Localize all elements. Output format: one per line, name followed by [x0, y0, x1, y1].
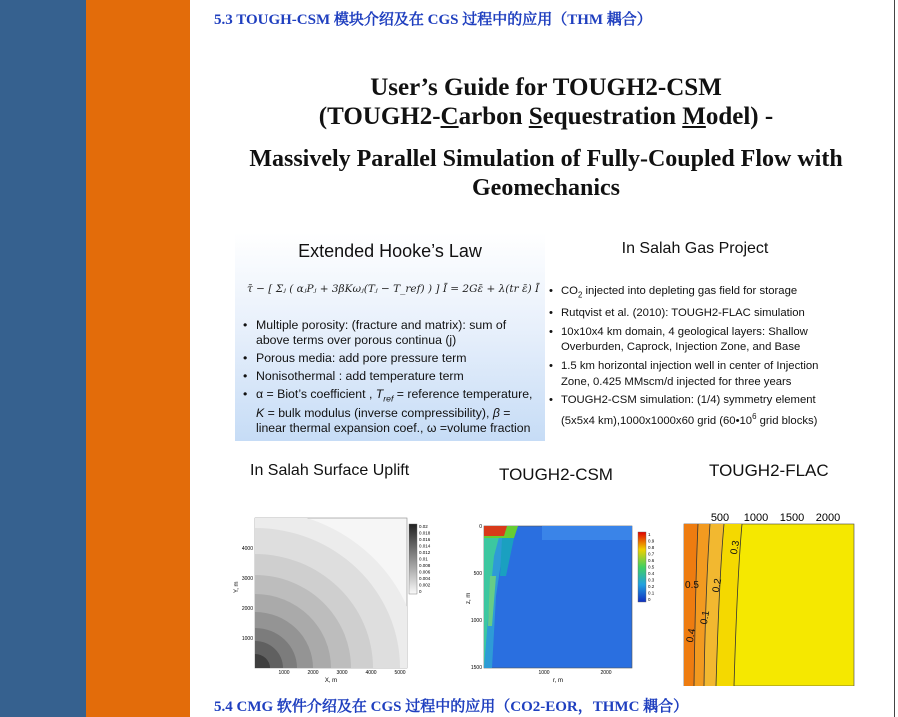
uplift-x-tick-label: 1000 — [278, 670, 290, 676]
hooke-formula: τ̄ − [ Σⱼ ( αⱼPⱼ + 3βKωⱼ(Tⱼ − T_ref) ) ] Ī = 2Gε̄ + λ(tr ε̄) Ī — [247, 283, 540, 295]
uplift-y-tick-label: 3000 — [241, 576, 253, 582]
csm-figure-label: TOUGH2-CSM — [499, 465, 613, 484]
csm-simulation-figure — [462, 516, 662, 684]
hooke-bullet: • α = Biot’s coefficient , $T_{ref}$ = reference temperature, K = bulk modulus (inverse compressibility), β = linear thermal expansion coef., ω =volume fraction — [243, 387, 543, 436]
flac-x-tick-label: 1500 — [779, 512, 805, 524]
uplift-y-tick-label: 2000 — [241, 606, 253, 612]
uplift-scale-label: 0.016 — [419, 537, 431, 542]
csm-x-axis-label: r, m — [553, 678, 563, 684]
csm-scale-label: 0.7 — [648, 551, 655, 557]
uplift-scale-label: 0.018 — [419, 530, 431, 536]
csm-y-tick-label: 0 — [479, 524, 482, 530]
right-border-line — [894, 0, 895, 717]
uplift-x-tick-label: 2000 — [307, 670, 319, 676]
uplift-scale-label: 0.014 — [419, 543, 431, 549]
csm-scale-label: 0.8 — [648, 545, 655, 550]
in-salah-title: In Salah Gas Project — [621, 240, 769, 257]
flac-contour-label: 0.2 — [710, 577, 725, 594]
uplift-scale-label: 0.006 — [419, 569, 431, 575]
uplift-scale-label: 0.002 — [419, 582, 431, 588]
csm-y-tick-label: 1500 — [470, 665, 482, 671]
uplift-contour-figure — [228, 508, 443, 686]
salah-bullet: • Rutqvist et al. (2010): TOUGH2-FLAC simulation — [549, 306, 849, 322]
csm-x-tick-label: 2000 — [600, 670, 612, 676]
flac-x-tick-label: 1000 — [743, 512, 769, 524]
csm-scale-label: 0.5 — [648, 564, 655, 570]
salah-bullet: • 1.5 km horizontal injection well in center of Injection Zone, 0.425 MMscm/d injected for three years — [549, 359, 849, 390]
salah-bullet: • $CO_2$ injected into depleting gas field for storage — [549, 284, 849, 303]
section-heading-5-3: 5.3 TOUGH-CSM 模块介绍及在 CGS 过程中的应用（THM 耦合） — [214, 12, 652, 28]
hooke-law-panel — [235, 233, 545, 441]
hooke-bullet: • Nonisothermal : add temperature term — [243, 369, 543, 384]
csm-y-tick-label: 1000 — [470, 618, 482, 624]
csm-scale-label: 0.2 — [648, 584, 655, 589]
hooke-bullet: • Multiple porosity: (fracture and matrix): sum of above terms over porous continua (j) — [243, 318, 543, 348]
uplift-scale-label: 0.008 — [419, 563, 431, 568]
csm-y-axis-label: z, m — [466, 592, 472, 604]
section-heading-5-4: 5.4 CMG 软件介绍及在 CGS 过程中的应用（CO2-EOR，THMC 耦合） — [214, 699, 689, 715]
flac-x-tick-label: 500 — [710, 512, 730, 524]
uplift-figure-label: In Salah Surface Uplift — [250, 462, 410, 479]
uplift-x-axis-label: X, m — [324, 678, 338, 684]
uplift-x-tick-label: 5000 — [394, 670, 406, 676]
flac-contour-label: 0.4 — [684, 627, 699, 644]
csm-scale-label: 0.6 — [648, 558, 655, 563]
slide-title-acronym: (TOUGH2-Carbon Sequestration Model) - — [318, 103, 774, 130]
flac-simulation-figure — [680, 508, 860, 686]
csm-y-tick-label: 500 — [473, 571, 482, 577]
uplift-y-tick-label: 1000 — [241, 636, 253, 642]
csm-x-tick-label: 1000 — [538, 670, 550, 676]
flac-x-tick-label: 2000 — [815, 512, 841, 524]
salah-bullet: • 10x10x4 km domain, 4 geological layers: Shallow Overburden, Caprock, Injection Zone, and Base — [549, 325, 849, 356]
salah-bullet: • TOUGH2-CSM simulation: (1/4) symmetry element (5x5x4 km),1000x1000x60 grid ($60•10^6$ grid blocks) — [549, 393, 849, 429]
csm-scale-label: 0.9 — [648, 538, 655, 544]
flac-contour-label: 0.3 — [728, 539, 743, 556]
uplift-scale-label: 0.012 — [419, 550, 431, 555]
hooke-bullet: • Porous media: add pore pressure term — [243, 351, 543, 366]
in-salah-bullets — [549, 284, 849, 433]
hooke-title: Extended Hooke’s Law — [298, 241, 482, 261]
slide-subtitle-line2: Geomechanics — [472, 175, 620, 201]
uplift-scale-label: 0.004 — [419, 576, 431, 581]
slide-title: User’s Guide for TOUGH2-CSM — [370, 74, 722, 101]
left-blue-bar — [0, 0, 86, 717]
slide-subtitle-line1: Massively Parallel Simulation of Fully-Coupled Flow with — [249, 146, 843, 172]
flac-contour-label: 0.5 — [685, 580, 699, 591]
hooke-bullets — [243, 318, 543, 439]
uplift-x-tick-label: 3000 — [336, 670, 348, 676]
uplift-y-tick-label: 4000 — [241, 546, 253, 552]
left-orange-bar — [86, 0, 190, 717]
csm-scale-label: 0 — [648, 597, 651, 602]
uplift-scale-label: 0.02 — [419, 524, 428, 529]
flac-contour-label: 0.1 — [698, 609, 713, 626]
csm-scale-label: 0.1 — [648, 590, 655, 596]
uplift-scale-label: 0.01 — [419, 556, 428, 562]
uplift-y-axis-label: Y, m — [234, 581, 240, 593]
csm-scale-label: 1 — [648, 532, 651, 537]
uplift-x-tick-label: 4000 — [365, 670, 377, 676]
csm-scale-label: 0.3 — [648, 577, 655, 583]
csm-scale-label: 0.4 — [648, 571, 655, 576]
uplift-scale-label: 0 — [419, 589, 422, 594]
flac-figure-label: TOUGH2-FLAC — [709, 461, 829, 480]
